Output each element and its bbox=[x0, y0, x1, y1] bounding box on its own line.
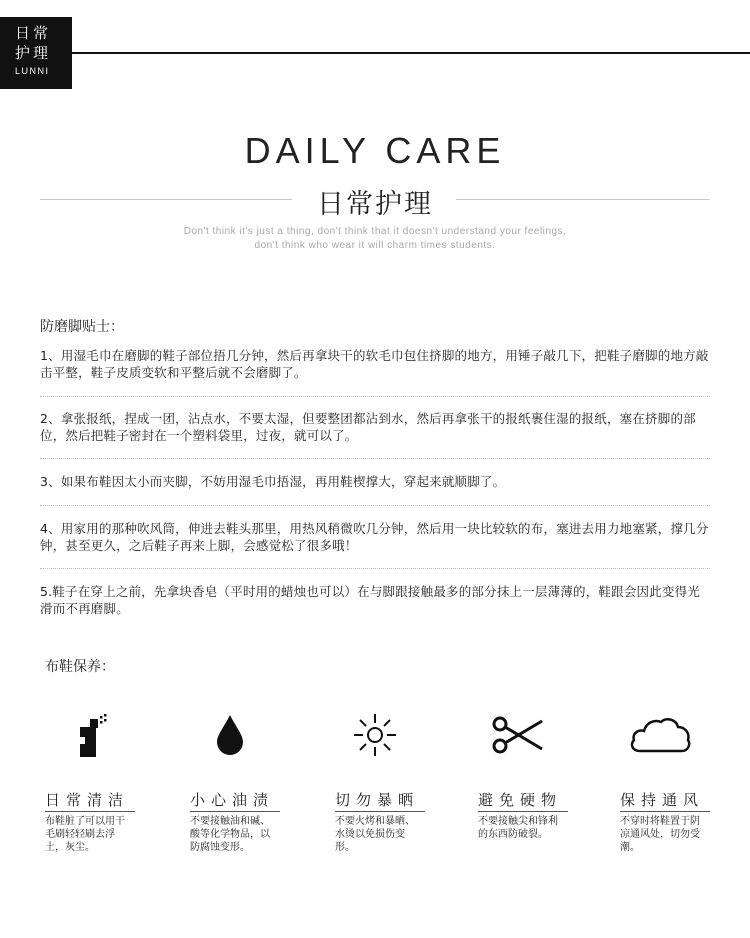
header-rule bbox=[72, 52, 750, 54]
care-title-rule bbox=[335, 811, 425, 812]
brand-line-2: 护理 bbox=[15, 44, 52, 62]
care-text: 不要接触尖和锋利的东西防破裂。 bbox=[478, 816, 558, 840]
divider bbox=[40, 568, 710, 569]
oil-drop-icon bbox=[190, 705, 270, 765]
care-title-rule bbox=[190, 811, 280, 812]
tip-item-3: 3、如果布鞋因太小而夹脚，不妨用湿毛巾捂湿，再用鞋楔撑大，穿起来就顺脚了。 bbox=[40, 474, 506, 489]
tip-item-5: 5.鞋子在穿上之前，先拿块香皂（平时用的蜡烛也可以）在与脚跟接触最多的部分抹上一层薄薄的，鞋跟会因此变得光滑而不再磨脚。 bbox=[40, 584, 701, 616]
spray-bottle-icon bbox=[45, 705, 135, 765]
care-heading: 布鞋保养： bbox=[45, 659, 115, 675]
care-item-oil bbox=[190, 705, 320, 853]
brand-line-1: 日常 bbox=[15, 24, 52, 42]
care-text: 不要接触油和碱、酸等化学物品，以防腐蚀变形。 bbox=[190, 816, 270, 853]
tips-heading: 防磨脚贴士： bbox=[40, 319, 124, 335]
tagline-line-1: Don't think it's just a thing, don't think that it doesn't understand your feelings, bbox=[183, 226, 567, 237]
scissors-icon bbox=[478, 705, 558, 765]
care-item-sun bbox=[335, 705, 465, 853]
tagline-line-2: don't think who wear it will charm times students. bbox=[254, 240, 496, 251]
tip-item-1: 1、用湿毛巾在磨脚的鞋子部位捂几分钟，然后再拿块干的软毛巾包住挤脚的地方，用锤子敲几下，把鞋子磨脚的地方敲击平整，鞋子皮质变软和平整后就不会磨脚了。 bbox=[40, 348, 709, 380]
brand-logo bbox=[0, 17, 72, 89]
divider bbox=[40, 458, 710, 459]
divider bbox=[40, 396, 710, 397]
care-title: 避免硬物 bbox=[478, 791, 563, 809]
care-item-sharp bbox=[478, 705, 608, 840]
care-title: 小心油渍 bbox=[190, 791, 275, 809]
care-item-ventilation bbox=[620, 705, 750, 853]
care-item-cleaning bbox=[45, 705, 175, 853]
page-subtitle: 日常护理 bbox=[317, 189, 433, 220]
care-title-rule bbox=[478, 811, 568, 812]
tip-item-2: 2、拿张报纸，捏成一团，沾点水，不要太湿，但要整团都沾到水，然后再拿张干的报纸裹住湿的报纸，塞在挤脚的部位，然后把鞋子密封在一个塑料袋里，过夜，就可以了。 bbox=[40, 411, 696, 443]
care-title: 切勿暴晒 bbox=[335, 791, 420, 809]
divider bbox=[40, 505, 710, 506]
care-title-rule bbox=[620, 811, 710, 812]
cloud-icon bbox=[620, 705, 700, 765]
care-title-rule bbox=[45, 811, 135, 812]
care-title: 日常清洁 bbox=[45, 791, 130, 809]
sun-icon bbox=[335, 705, 415, 765]
care-text: 布鞋脏了可以用干毛刷轻轻刷去浮土，灰尘。 bbox=[45, 816, 125, 853]
brand-name: LUNNI bbox=[15, 66, 50, 76]
tip-item-4: 4、用家用的那种吹风筒，伸进去鞋头那里，用热风稍微吹几分钟，然后用一块比较软的布，塞进去用力地塞紧，撑几分钟，甚至更久，之后鞋子再来上脚，会感觉松了很多哦！ bbox=[40, 521, 709, 553]
care-title: 保持通风 bbox=[620, 791, 705, 809]
care-text: 不穿时将鞋置于阴凉通风处，切勿受潮。 bbox=[620, 816, 700, 853]
subtitle-rule-right bbox=[456, 199, 710, 200]
page-title: DAILY CARE bbox=[244, 130, 506, 171]
care-text: 不要火烤和暴晒、水烫以免损伤变形。 bbox=[335, 816, 415, 853]
